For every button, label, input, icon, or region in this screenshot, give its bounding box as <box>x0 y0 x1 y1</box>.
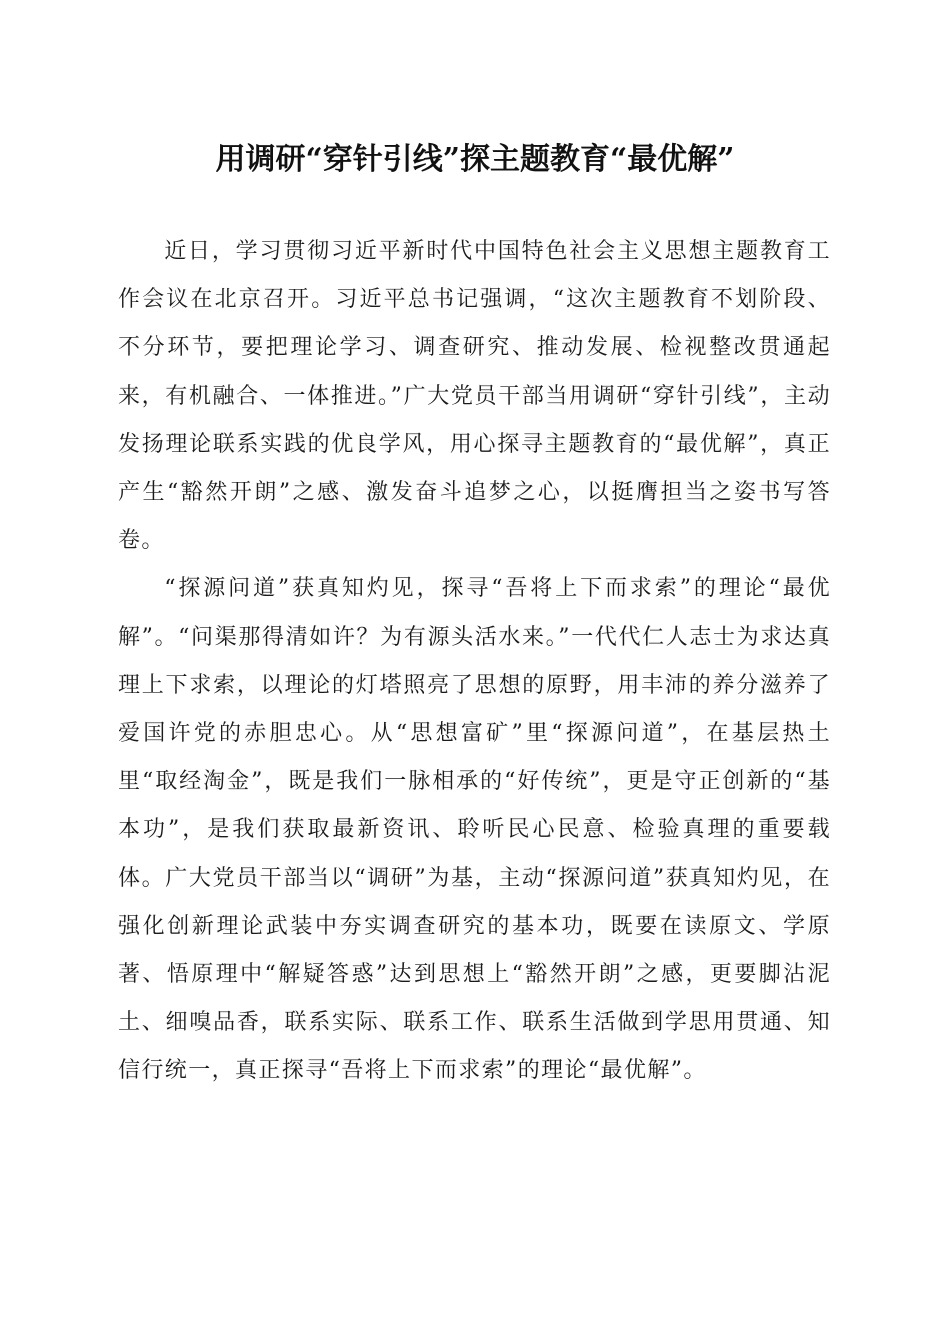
document-title: 用调研“穿针引线”探主题教育“最优解” <box>215 142 735 177</box>
paragraph-1: 近日，学习贯彻习近平新时代中国特色社会主义思想主题教育工作会议在北京召开。习近平总书记强调，“这次主题教育不划阶段、不分环节，要把理论学习、调查研究、推动发展、检视整改贯通起来，有机融合、一体推进。”广大党员干部当用调研“穿针引线”，主动发扬理论联系实践的优良学风，用心探寻主题教育的“最优解”，真正产生“豁然开朗”之感、激发奋斗追梦之心，以挺膺担当之姿书写答卷。 <box>118 239 831 554</box>
document-body <box>118 228 831 1096</box>
paragraph-2: “探源问道”获真知灼见，探寻“吾将上下而求索”的理论“最优解”。“问渠那得清如许？为有源头活水来。”一代代仁人志士为求达真理上下求索，以理论的灯塔照亮了思想的原野，用丰沛的养分滋养了爱国许党的赤胆忠心。从“思想富矿”里“探源问道”，在基层热土里“取经淘金”，既是我们一脉相承的“好传统”，更是守正创新的“基本功”，是我们获取最新资讯、聆听民心民意、检验真理的重要载体。广大党员干部当以“调研”为基，主动“探源问道”获真知灼见，在强化创新理论武装中夯实调查研究的基本功，既要在读原文、学原著、悟原理中“解疑答惑”达到思想上“豁然开朗”之感，更要脚沾泥土、细嗅品香，联系实际、联系工作、联系生活做到学思用贯通、知信行统一，真正探寻“吾将上下而求索”的理论“最优解”。 <box>118 576 831 1084</box>
